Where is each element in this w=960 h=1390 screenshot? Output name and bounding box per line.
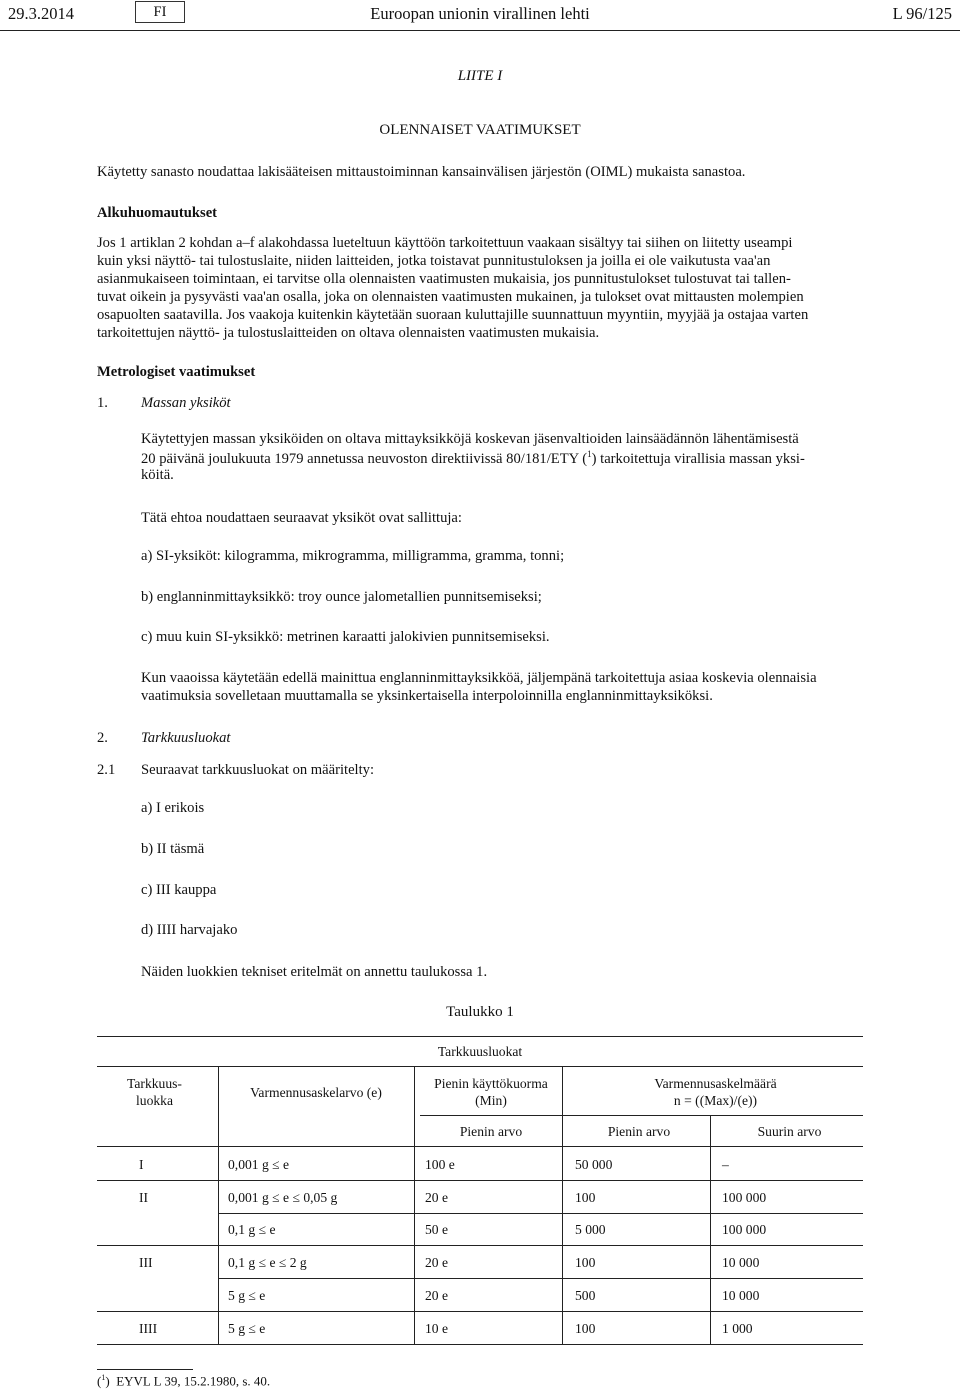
table-cell-class: I	[139, 1157, 144, 1172]
table-cell-e: 0,1 g ≤ e ≤ 2 g	[228, 1255, 307, 1270]
footnote-rule	[97, 1369, 193, 1370]
units-line-text: 20 päivänä joulukuuta 1979 annetussa neuvoston direktiivissä 80/181/ETY (	[141, 450, 588, 467]
table-rule	[97, 1180, 863, 1181]
col-header-class	[97, 1075, 212, 1109]
footnote-marker: 1	[101, 1373, 106, 1382]
footnote-text: EYVL L 39, 15.2.1980, s. 40.	[116, 1373, 271, 1389]
table-vrule	[414, 1067, 415, 1344]
table-cell-e: 0,001 g ≤ e	[228, 1157, 290, 1172]
table-cell-nmin: 500	[575, 1288, 596, 1303]
prelim-line: osapuolten saatavilla. Jos vaakoja kuitenkin käytetään suoraan kuluttajille suunnattuun myyntiin, myyjää ja ostajaa varten	[97, 307, 809, 323]
col-header-class-l2: luokka	[136, 1093, 173, 1108]
interpolation-line: Kun vaaoissa käytetään edellä mainittua englanninmittayksikköä, jäljempänä tarkoitettuja asiaa koskevia olennaisia	[141, 670, 817, 686]
section-1-title: Massan yksiköt	[141, 395, 231, 411]
class-item: c) III kauppa	[141, 882, 217, 898]
subheader-nmax: Suurin arvo	[757, 1124, 822, 1139]
prelim-heading: Alkuhuomautukset	[97, 205, 218, 221]
table-rule	[97, 1146, 863, 1147]
section-2-number: 2.	[97, 730, 108, 746]
section-21-text: Seuraavat tarkkuusluokat on määritelty:	[141, 762, 375, 778]
col-header-min-l1: Pienin käyttökuorma	[434, 1076, 548, 1091]
prelim-line: Jos 1 artiklan 2 kohdan a–f alakohdassa lueteltuun käyttöön tarkoitettuun vaakaan sisältyy tai siihen on liitetty useampi	[97, 235, 793, 251]
header-date: 29.3.2014	[8, 4, 74, 23]
table-cell-nmax: 10 000	[722, 1255, 760, 1270]
table-rule	[97, 1245, 863, 1246]
metrology-heading: Metrologiset vaatimukset	[97, 364, 256, 380]
units-intro: Tätä ehtoa noudattaen seuraavat yksiköt ovat sallittuja:	[141, 510, 462, 526]
units-line: köitä.	[141, 467, 174, 483]
table-cell-nmax: 10 000	[722, 1288, 760, 1303]
table-cell-nmin: 5 000	[575, 1222, 606, 1237]
table-cell-class: II	[139, 1190, 149, 1205]
col-header-class-l1: Tarkkuus-	[127, 1076, 182, 1091]
table-cell-nmax: 100 000	[722, 1190, 767, 1205]
unit-item: c) muu kuin SI-yksikkö: metrinen karaatti jalokivien punnitsemiseksi.	[141, 629, 550, 645]
table-cell-nmin: 100	[575, 1190, 596, 1205]
prelim-line: kuin yksi näyttö- tai tulostuslaite, niiden laitteiden, jotka toistavat punnitustuloksen ja joilla ei ole vaikutusta vaa'an	[97, 253, 771, 269]
table-cell-e: 5 g ≤ e	[228, 1288, 266, 1303]
table-cell-min: 20 e	[425, 1288, 449, 1303]
section-21-number: 2.1	[97, 762, 116, 778]
col-header-min-l2: (Min)	[475, 1093, 507, 1108]
table-vrule	[562, 1067, 563, 1344]
units-line	[141, 449, 805, 468]
table-vrule	[710, 1116, 711, 1344]
classes-note: Näiden luokkien tekniset eritelmät on annettu taulukossa 1.	[141, 964, 488, 980]
table-cell-min: 20 e	[425, 1255, 449, 1270]
unit-item: b) englanninmittayksikkö: troy ounce jalometallien punnitsemiseksi;	[141, 589, 542, 605]
prelim-line: asianmukaiseen toimintaan, ei tarvitse olla olennaisten vaatimusten mukaisia, jos punnitustulokset tulostuvat tai tallen-	[97, 271, 791, 287]
class-item: b) II täsmä	[141, 841, 205, 857]
col-header-n-l2: n = ((Max)/(e))	[673, 1093, 758, 1108]
table-rule	[97, 1036, 863, 1037]
annex-title: LIITE I	[457, 68, 503, 84]
table-rule	[97, 1066, 863, 1067]
page-number: L 96/125	[892, 4, 952, 23]
table-cell-e: 0,1 g ≤ e	[228, 1222, 276, 1237]
table-cell-nmin: 100	[575, 1255, 596, 1270]
interpolation-line: vaatimuksia sovelletaan muuttamalla se yksinkertaisella interpoloinnilla englanninmittayksiköksi.	[141, 688, 713, 704]
subheader-min: Pienin arvo	[459, 1124, 523, 1139]
table-rule	[97, 1311, 863, 1312]
page-header	[0, 0, 960, 30]
col-header-n	[568, 1075, 863, 1109]
section-1-number: 1.	[97, 395, 108, 411]
table-cell-min: 10 e	[425, 1321, 449, 1336]
language-badge: FI	[135, 1, 185, 23]
units-line: Käytettyjen massan yksiköiden on oltava mittayksikköjä koskevan jäsenvaltioiden lainsäädännön lähentämisestä	[141, 431, 799, 447]
prelim-line: tarkoitettujen näyttö- ja tulostuslaitteiden on oltava olennaisten vaatimusten mukaisia.	[97, 325, 600, 341]
prelim-line: tuvat oikein ja pysyvästi vaa'an osalla, joka on olennaisten vaatimusten mukainen, ja tulokset ovat mittausten molempien	[97, 289, 804, 305]
table-cell-nmax: –	[722, 1157, 729, 1172]
table-rule	[218, 1278, 863, 1279]
header-rule	[0, 30, 960, 31]
table-vrule	[218, 1067, 219, 1344]
class-item: d) IIII harvajako	[141, 922, 238, 938]
table-cell-min: 20 e	[425, 1190, 449, 1205]
col-header-min	[420, 1075, 562, 1109]
table-cell-e: 5 g ≤ e	[228, 1321, 266, 1336]
table-cell-nmax: 100 000	[722, 1222, 767, 1237]
table-cell-class: IIII	[139, 1321, 158, 1336]
unit-item: a) SI-yksiköt: kilogramma, mikrogramma, milligramma, gramma, tonni;	[141, 548, 565, 564]
table-group-header: Tarkkuusluokat	[437, 1044, 523, 1059]
table-rule	[218, 1213, 863, 1214]
table-rule	[97, 1344, 863, 1345]
table-cell-nmin: 100	[575, 1321, 596, 1336]
annex-subtitle: OLENNAISET VAATIMUKSET	[379, 122, 581, 138]
subheader-nmin: Pienin arvo	[607, 1124, 671, 1139]
class-item: a) I erikois	[141, 800, 205, 816]
table-cell-e: 0,001 g ≤ e ≤ 0,05 g	[228, 1190, 338, 1205]
section-2-title: Tarkkuusluokat	[141, 730, 231, 746]
table-cell-nmax: 1 000	[722, 1321, 753, 1336]
table-cell-min: 100 e	[425, 1157, 455, 1172]
col-header-e: Varmennusaskelarvo (e)	[250, 1085, 382, 1100]
footnote-ref[interactable]: 1	[587, 449, 592, 459]
units-line-tail: ) tarkoitettuja virallisia massan yksi-	[591, 450, 805, 467]
footnote: ($^1$) EYVL L 39, 15.2.1980, s. 40.	[97, 1373, 271, 1389]
table-rule	[420, 1115, 863, 1116]
table-caption: Taulukko 1	[446, 1004, 514, 1020]
journal-title: Euroopan unionin virallinen lehti	[370, 4, 590, 23]
col-header-n-l1: Varmennusaskelmäärä	[654, 1076, 777, 1091]
table-cell-min: 50 e	[425, 1222, 449, 1237]
table-cell-class: III	[139, 1255, 153, 1270]
table-cell-nmin: 50 000	[575, 1157, 613, 1172]
intro-text: Käytetty sanasto noudattaa lakisääteisen mittaustoiminnan kansainvälisen järjestön (OIML) mukaista sanastoa.	[97, 164, 746, 180]
